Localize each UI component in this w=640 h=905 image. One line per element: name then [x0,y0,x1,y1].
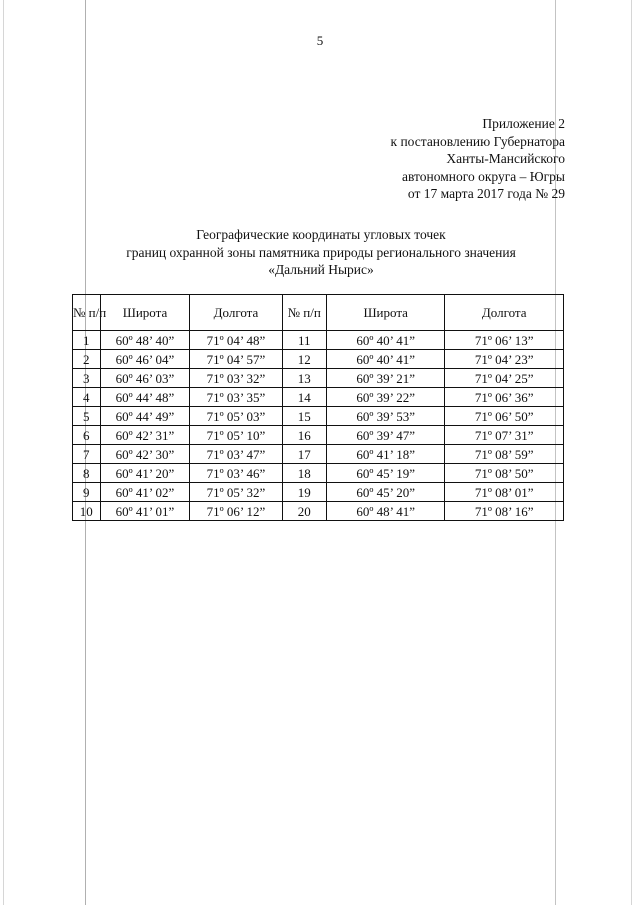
header-longitude-2: Долгота [445,295,564,331]
cell-number: 1 [73,331,101,350]
cell-longitude-2: 71º 06’ 36” [445,388,564,407]
cell-number-2: 13 [282,369,326,388]
table-row [73,464,564,483]
cell-number-2: 18 [282,464,326,483]
cell-latitude: 60º 46’ 04” [100,350,190,369]
document-title [80,226,562,279]
cell-latitude-2: 60º 39’ 22” [326,388,445,407]
cell-latitude-2: 60º 40’ 41” [326,331,445,350]
cell-number: 6 [73,426,101,445]
cell-longitude-2: 71º 04’ 23” [445,350,564,369]
title-line: «Дальний Нырис» [268,262,374,277]
cell-number: 10 [73,502,101,521]
cell-latitude: 60º 46’ 03” [100,369,190,388]
title-line: Географические координаты угловых точек [196,227,446,242]
cell-number-2: 11 [282,331,326,350]
cell-longitude: 71º 05’ 32” [190,483,282,502]
cell-latitude-2: 60º 45’ 19” [326,464,445,483]
cell-number: 2 [73,350,101,369]
cell-latitude: 60º 42’ 31” [100,426,190,445]
cell-number-2: 19 [282,483,326,502]
cell-latitude-2: 60º 48’ 41” [326,502,445,521]
table-row [73,426,564,445]
header-number: № п/п [73,295,101,331]
cell-longitude: 71º 04’ 57” [190,350,282,369]
cell-longitude-2: 71º 08’ 50” [445,464,564,483]
cell-longitude: 71º 04’ 48” [190,331,282,350]
cell-longitude: 71º 05’ 03” [190,407,282,426]
appendix-block [300,115,565,203]
cell-latitude-2: 60º 39’ 53” [326,407,445,426]
table-row [73,350,564,369]
cell-longitude: 71º 03’ 35” [190,388,282,407]
table-row [73,483,564,502]
cell-latitude-2: 60º 40’ 41” [326,350,445,369]
cell-number-2: 15 [282,407,326,426]
header-number-2: № п/п [282,295,326,331]
cell-number-2: 20 [282,502,326,521]
table-body [73,331,564,521]
cell-latitude: 60º 41’ 02” [100,483,190,502]
table-row [73,369,564,388]
appendix-line: от 17 марта 2017 года № 29 [407,186,565,201]
cell-number-2: 17 [282,445,326,464]
cell-number-2: 16 [282,426,326,445]
cell-longitude-2: 71º 06’ 13” [445,331,564,350]
appendix-line: Приложение 2 [482,116,565,131]
coordinates-table [72,294,564,521]
scan-edge-left [3,0,4,905]
table-row [73,388,564,407]
title-line: границ охранной зоны памятника природы регионального значения [126,244,516,260]
cell-latitude: 60º 44’ 49” [100,407,190,426]
cell-latitude: 60º 48’ 40” [100,331,190,350]
appendix-line: к постановлению Губернатора [390,133,565,149]
table-row [73,502,564,521]
cell-longitude-2: 71º 08’ 16” [445,502,564,521]
cell-latitude: 60º 44’ 48” [100,388,190,407]
header-longitude: Долгота [190,295,282,331]
cell-latitude-2: 60º 45’ 20” [326,483,445,502]
cell-longitude-2: 71º 08’ 59” [445,445,564,464]
cell-number: 8 [73,464,101,483]
appendix-line: Ханты-Мансийского [446,151,565,166]
cell-number: 7 [73,445,101,464]
cell-number: 3 [73,369,101,388]
cell-number: 5 [73,407,101,426]
cell-latitude-2: 60º 39’ 21” [326,369,445,388]
cell-latitude: 60º 41’ 01” [100,502,190,521]
cell-longitude-2: 71º 08’ 01” [445,483,564,502]
cell-longitude: 71º 03’ 32” [190,369,282,388]
cell-longitude: 71º 06’ 12” [190,502,282,521]
scan-edge-right [631,0,632,905]
header-latitude: Широта [100,295,190,331]
table-row [73,331,564,350]
cell-longitude-2: 71º 07’ 31” [445,426,564,445]
appendix-line: автономного округа – Югры [402,168,565,184]
header-latitude-2: Широта [326,295,445,331]
cell-number: 4 [73,388,101,407]
cell-latitude: 60º 42’ 30” [100,445,190,464]
cell-longitude: 71º 03’ 47” [190,445,282,464]
table-header-row [73,295,564,331]
cell-latitude-2: 60º 39’ 47” [326,426,445,445]
table-row [73,445,564,464]
cell-number: 9 [73,483,101,502]
cell-number-2: 12 [282,350,326,369]
cell-longitude: 71º 05’ 10” [190,426,282,445]
cell-longitude-2: 71º 06’ 50” [445,407,564,426]
cell-latitude-2: 60º 41’ 18” [326,445,445,464]
cell-latitude: 60º 41’ 20” [100,464,190,483]
cell-number-2: 14 [282,388,326,407]
page-number: 5 [316,33,324,48]
table-row [73,407,564,426]
cell-longitude: 71º 03’ 46” [190,464,282,483]
cell-longitude-2: 71º 04’ 25” [445,369,564,388]
